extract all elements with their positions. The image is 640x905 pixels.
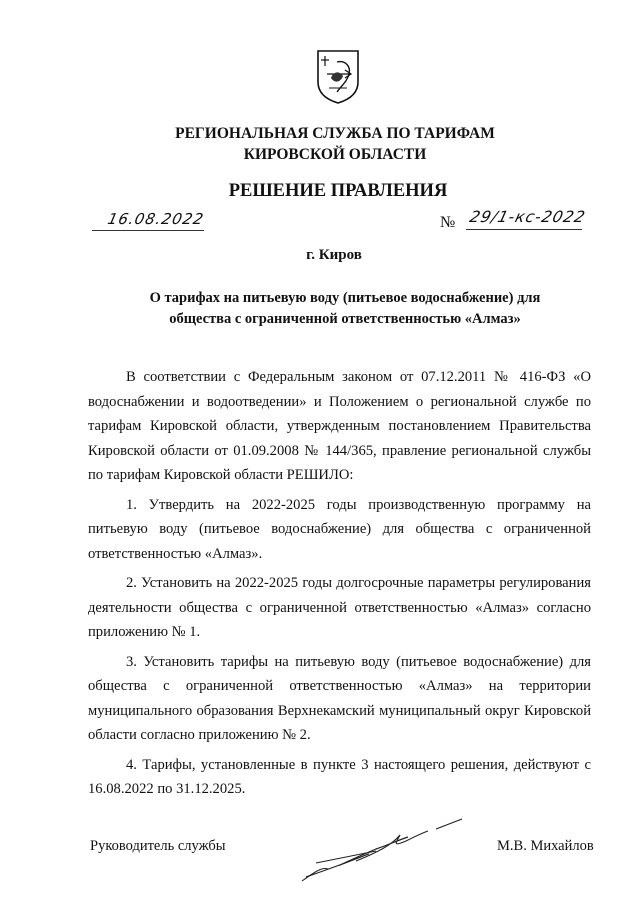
agency-name-line1: РЕГИОНАЛЬНАЯ СЛУЖБА ПО ТАРИФАМ	[175, 125, 495, 142]
signatory-role: Руководитель службы	[90, 838, 226, 854]
signatory-name: М.В. Михайлов	[497, 838, 594, 854]
handwritten-signature	[296, 815, 466, 887]
item-paragraph-3: 3. Установить тарифы на питьевую воду (питьевое водоснабжение) для общества с ограниченной ответственностью «Алмаз» на территории муниципального образования Верхнекамский муниципальный округ Кировской области согласно приложению № 2.	[88, 653, 591, 743]
document-subject	[130, 288, 560, 330]
coat-of-arms-icon	[315, 48, 361, 104]
intro-paragraph: В соответствии с Федеральным законом от 07.12.2011 № 416-ФЗ «О водоснабжении и водоотведении» и Положением о региональной службе по тарифам Кировской области, утвержденным постановлением Правительства Кировской области от 01.09.2008 № 144/365, правление региональной службы по тарифам Кировской области РЕШИЛО:	[88, 369, 591, 483]
agency-name-line2: КИРОВСКОЙ ОБЛАСТИ	[243, 146, 427, 163]
item-paragraph-1: 1. Утвердить на 2022-2025 годы производственную программу на питьевую воду (питьевое водоснабжение) для общества с ограниченной ответственностью «Алмаз».	[88, 496, 591, 562]
document-body	[88, 365, 591, 802]
subject-line2: общества с ограниченной ответственностью «Алмаз»	[169, 311, 521, 327]
number-underline	[466, 229, 582, 230]
subject-line1: О тарифах на питьевую воду (питьевое водоснабжение) для	[149, 290, 541, 306]
date-underline	[92, 230, 204, 231]
item-paragraph-4: 4. Тарифы, установленные в пункте 3 настоящего решения, действуют с 16.08.2022 по 31.12.2025.	[88, 756, 591, 797]
number-sign: №	[440, 214, 456, 231]
item-paragraph-2: 2. Установить на 2022-2025 годы долгосрочные параметры регулирования деятельности общества с ограниченной ответственностью «Алмаз» согласно приложению № 1.	[88, 575, 591, 640]
document-number: 29/1-кс-2022	[467, 208, 588, 226]
document-type-title: РЕШЕНИЕ ПРАВЛЕНИЯ	[228, 181, 448, 201]
agency-name	[0, 123, 640, 165]
document-date: 16.08.2022	[106, 210, 206, 228]
city-label: г. Киров	[306, 247, 362, 263]
